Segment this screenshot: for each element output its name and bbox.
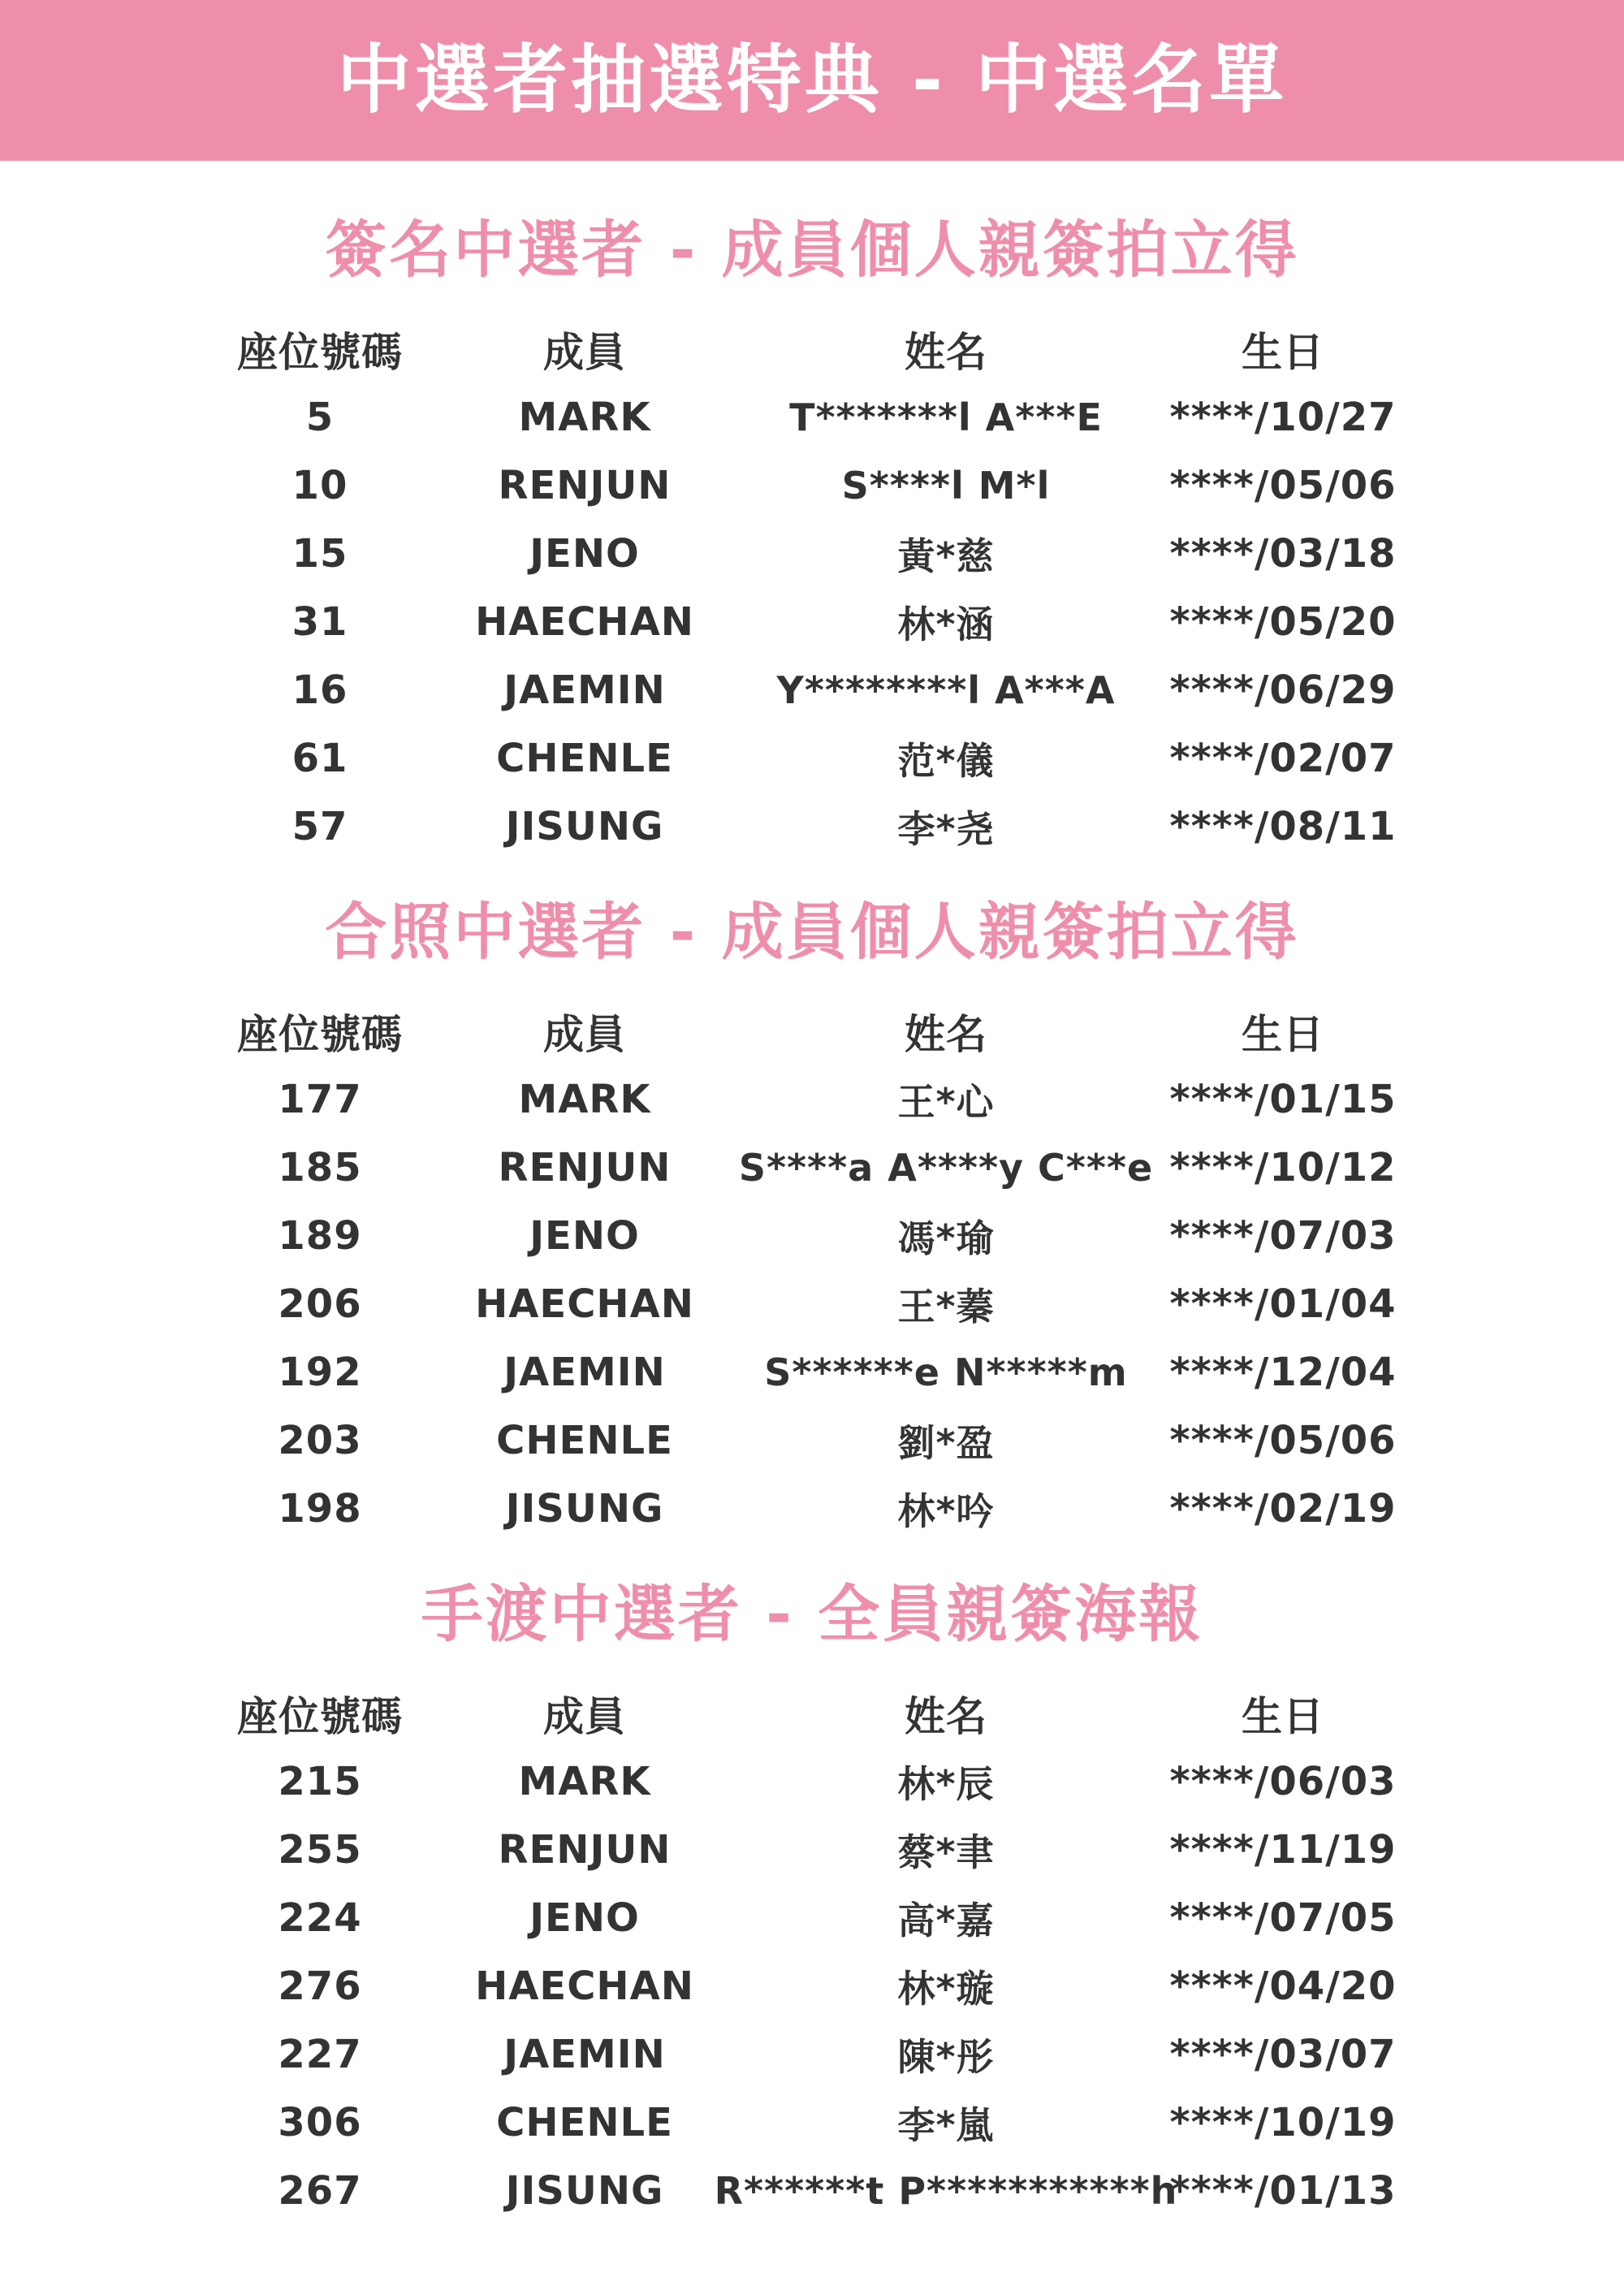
winner-birthday: ****/10/12	[1169, 1145, 1397, 1190]
table-row	[0, 1816, 1624, 1884]
seat-number: 31	[292, 599, 348, 645]
table-row	[0, 1202, 1624, 1270]
table-row	[0, 2020, 1624, 2089]
winner-birthday: ****/05/06	[1169, 463, 1397, 508]
table-row	[0, 1748, 1624, 1816]
column-header-name: 姓名	[905, 1011, 987, 1058]
section-title: 手渡中選者 - 全員親簽海報	[421, 1578, 1203, 1650]
table-row	[0, 1406, 1624, 1475]
column-header-name: 姓名	[905, 1693, 987, 1740]
winners-table	[0, 315, 1624, 861]
table-row	[0, 1475, 1624, 1543]
member-name: RENJUN	[498, 1827, 672, 1873]
column-header-seat: 座位號碼	[237, 1011, 403, 1058]
column-header-member: 成員	[543, 1693, 626, 1740]
member-name: HAECHAN	[475, 1964, 694, 2009]
table-row	[0, 1338, 1624, 1406]
table-row	[0, 452, 1624, 520]
seat-number: 185	[278, 1145, 362, 1190]
table-row	[0, 1134, 1624, 1202]
seat-number: 255	[278, 1827, 362, 1873]
winner-name: 范*儀	[897, 739, 995, 783]
table-row	[0, 656, 1624, 724]
winner-name: 陳*彤	[897, 2035, 995, 2079]
winner-birthday: ****/12/04	[1169, 1350, 1397, 1395]
seat-number: 61	[292, 736, 348, 781]
winner-birthday: ****/05/20	[1169, 599, 1397, 645]
seat-number: 276	[278, 1964, 362, 2009]
winner-name: 王*心	[897, 1080, 995, 1124]
winner-name: S****l M*l	[841, 464, 1051, 508]
winner-name: 黃*慈	[897, 534, 995, 578]
seat-number: 15	[292, 531, 348, 577]
member-name: JAEMIN	[503, 2032, 666, 2077]
column-header-birthday: 生日	[1242, 1011, 1324, 1058]
member-name: CHENLE	[496, 736, 673, 781]
column-header-member: 成員	[543, 329, 626, 376]
column-header-member: 成員	[543, 1011, 626, 1058]
member-name: MARK	[518, 1759, 651, 1804]
winner-birthday: ****/03/18	[1169, 531, 1397, 577]
column-header-name: 姓名	[905, 329, 987, 376]
table-row	[0, 588, 1624, 656]
member-name: MARK	[518, 1077, 651, 1122]
member-name: JISUNG	[505, 2168, 664, 2214]
winners-table	[0, 997, 1624, 1543]
member-name: JAEMIN	[503, 1350, 666, 1395]
section-title: 合照中選者 - 成員個人親簽拍立得	[325, 896, 1299, 968]
seat-number: 16	[292, 668, 348, 713]
winner-birthday: ****/07/03	[1169, 1213, 1397, 1259]
page-title: 中選者抽選特典 - 中選名單	[336, 37, 1288, 123]
seat-number: 177	[278, 1077, 362, 1122]
member-name: HAECHAN	[475, 1281, 694, 1327]
winner-name: 林*涵	[897, 603, 995, 646]
winners-table	[0, 1679, 1624, 2225]
table-row	[0, 520, 1624, 588]
member-name: JISUNG	[505, 1486, 664, 1532]
seat-number: 10	[292, 463, 348, 508]
column-header-birthday: 生日	[1242, 329, 1324, 376]
section-handover-winners	[0, 1566, 1624, 2225]
winner-name: 林*辰	[897, 1762, 995, 1806]
seat-number: 306	[278, 2100, 362, 2145]
table-row	[0, 2089, 1624, 2157]
winner-name: Y********l A***A	[776, 668, 1116, 712]
table-header-row	[0, 997, 1624, 1065]
member-name: HAECHAN	[475, 599, 694, 645]
table-row	[0, 724, 1624, 793]
member-name: JENO	[529, 1895, 640, 1941]
winner-name: 林*吟	[897, 1489, 995, 1533]
column-header-seat: 座位號碼	[237, 329, 403, 376]
table-row	[0, 1884, 1624, 1952]
winner-name: T*******l A***E	[789, 395, 1103, 439]
winner-birthday: ****/01/04	[1169, 1281, 1397, 1327]
winner-birthday: ****/10/27	[1169, 395, 1397, 440]
member-name: RENJUN	[498, 463, 672, 508]
winner-birthday: ****/03/07	[1169, 2032, 1397, 2077]
section-photo-winners	[0, 884, 1624, 1543]
winner-name: 李*嵐	[897, 2103, 995, 2147]
member-name: RENJUN	[498, 1145, 672, 1190]
table-row	[0, 1952, 1624, 2020]
winner-name: 李*尧	[897, 807, 995, 851]
column-header-seat: 座位號碼	[237, 1693, 403, 1740]
seat-number: 203	[278, 1418, 362, 1463]
winner-name: S******e N*****m	[764, 1350, 1128, 1394]
winner-name: 蔡*聿	[897, 1830, 995, 1874]
seat-number: 189	[278, 1213, 362, 1259]
winner-birthday: ****/07/05	[1169, 1895, 1397, 1941]
section-title: 簽名中選者 - 成員個人親簽拍立得	[325, 214, 1299, 286]
winner-name: R******t P***********h	[714, 2169, 1178, 2213]
section-signature-winners	[0, 201, 1624, 861]
seat-number: 198	[278, 1486, 362, 1532]
winner-birthday: ****/10/19	[1169, 2100, 1397, 2145]
table-header-row	[0, 315, 1624, 383]
winner-name: 王*蓁	[897, 1285, 995, 1329]
seat-number: 224	[278, 1895, 362, 1941]
seat-number: 206	[278, 1281, 362, 1327]
winner-birthday: ****/01/15	[1169, 1077, 1397, 1122]
member-name: JENO	[529, 531, 640, 577]
winner-birthday: ****/05/06	[1169, 1418, 1397, 1463]
winner-birthday: ****/11/19	[1169, 1827, 1397, 1873]
winner-birthday: ****/02/07	[1169, 736, 1397, 781]
winner-name: S****a A****y C***e	[738, 1146, 1154, 1190]
winner-birthday: ****/06/03	[1169, 1759, 1397, 1804]
table-row	[0, 793, 1624, 861]
seat-number: 267	[278, 2168, 362, 2214]
table-row	[0, 1065, 1624, 1134]
member-name: JAEMIN	[503, 668, 666, 713]
column-header-birthday: 生日	[1242, 1693, 1324, 1740]
seat-number: 192	[278, 1350, 362, 1395]
winner-birthday: ****/01/13	[1169, 2168, 1397, 2214]
winner-name: 林*璇	[897, 1967, 995, 2011]
seat-number: 215	[278, 1759, 362, 1804]
winner-birthday: ****/06/29	[1169, 668, 1397, 713]
seat-number: 5	[305, 395, 335, 440]
winner-birthday: ****/02/19	[1169, 1486, 1397, 1532]
member-name: CHENLE	[496, 1418, 673, 1463]
member-name: JENO	[529, 1213, 640, 1259]
winner-birthday: ****/04/20	[1169, 1964, 1397, 2009]
member-name: JISUNG	[505, 804, 664, 849]
table-row	[0, 2157, 1624, 2225]
winner-birthday: ****/08/11	[1169, 804, 1397, 849]
table-row	[0, 383, 1624, 452]
member-name: CHENLE	[496, 2100, 673, 2145]
winner-name: 高*嘉	[897, 1899, 995, 1942]
winner-name: 劉*盈	[897, 1421, 995, 1465]
table-row	[0, 1270, 1624, 1338]
table-header-row	[0, 1679, 1624, 1748]
seat-number: 57	[292, 804, 348, 849]
page-header	[0, 0, 1624, 161]
winner-name: 馮*瑜	[897, 1216, 995, 1260]
member-name: MARK	[518, 395, 651, 440]
seat-number: 227	[278, 2032, 362, 2077]
